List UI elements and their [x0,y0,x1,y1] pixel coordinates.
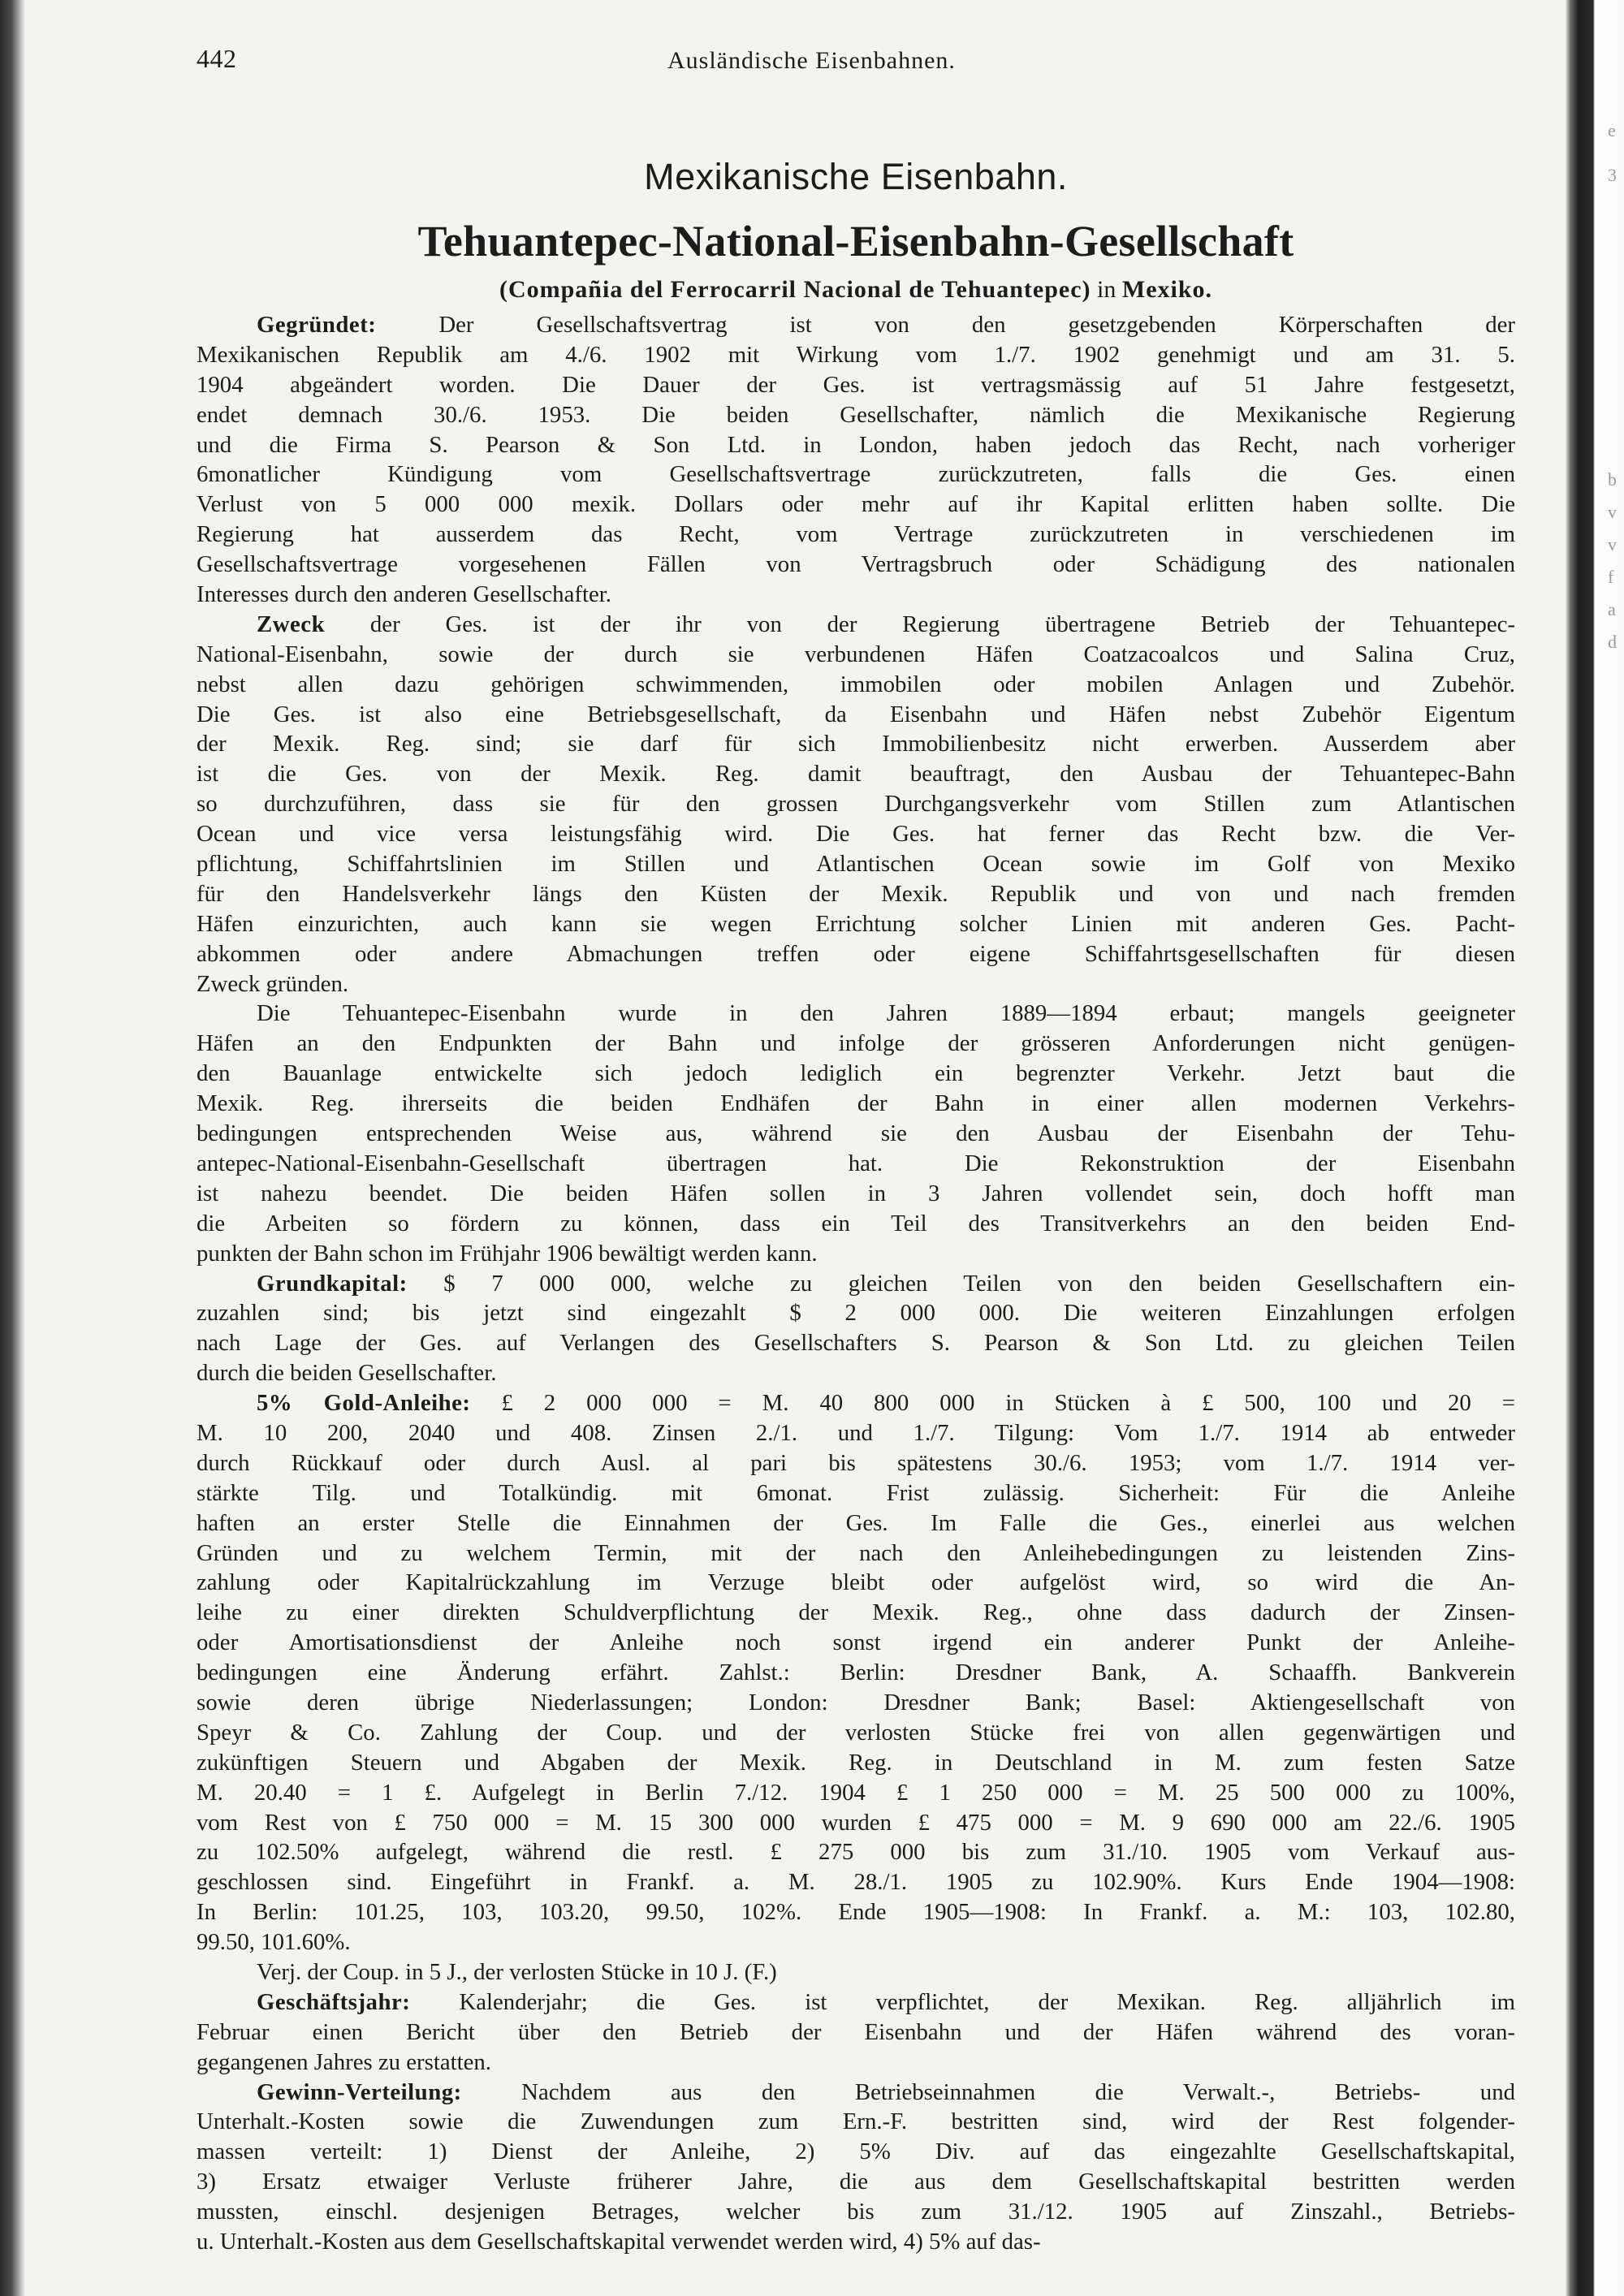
line-text: Die Tehuantepec-Eisenbahn wurde in den Jahren 1889—1894 erbaut; mangels geeigneter [257,1000,1515,1027]
text-line [197,1298,1515,1328]
text-line [197,2107,1515,2137]
line-text: M. 10 200, 2040 und 408. Zinsen 2./1. und 1./7. Tilgung: Vom 1./7. 1914 ab entweder [197,1419,1515,1446]
text-line [197,879,1515,909]
line-text: bedingungen eine Änderung erfährt. Zahlst.: Berlin: Dresdner Bank, A. Schaaffh. Bankverein [197,1659,1515,1686]
text-line [197,610,1515,640]
text-line [197,1239,1515,1269]
text-line [197,550,1515,580]
line-text: zu 102.50% aufgelegt, während die restl. £ 275 000 bis zum 31./10. 1905 vom Verkauf aus- [197,1839,1515,1866]
section-label: 5% Gold-Anleihe: [257,1390,471,1417]
line-text: M. 20.40 = 1 £. Aufgelegt in Berlin 7./12. 1904 £ 1 250 000 = M. 25 500 000 zu 100%, [197,1779,1515,1806]
line-text: geschlossen sind. Eingeführt in Frankf. a. M. 28./1. 1905 zu 102.90%. Kurs Ende 1904—1908: [197,1869,1515,1896]
line-text: mussten, einschl. desjenigen Betrages, welcher bis zum 31./12. 1905 auf Zinszahl., Betriebs- [197,2199,1515,2225]
text-line [197,849,1515,879]
line-text: der Ges. ist der ihr von der Regierung übertragene Betrieb der Tehuantepec- [325,611,1515,637]
text-line [197,1778,1515,1808]
company-location: Mexiko. [1121,276,1213,303]
margin-ghost-glyph: b [1608,469,1617,490]
line-text: antepec-National-Eisenbahn-Gesellschaft übertragen hat. Die Rekonstruktion der Eisenbahn [197,1150,1515,1176]
line-text: für den Handelsverkehr längs den Küsten der Mexik. Republik und von und nach fremden [197,880,1515,907]
text-line [197,1059,1515,1089]
line-text: 1904 abgeändert worden. Die Dauer der Ges. ist vertragsmässig auf 51 Jahre festgesetzt, [197,371,1515,398]
line-text: den Bauanlage entwickelte sich jedoch lediglich ein begrenzter Verkehr. Jetzt baut die [197,1060,1515,1087]
line-text: haften an erster Stelle die Einnahmen der Ges. Im Falle die Ges., einerlei aus welchen [197,1509,1515,1536]
line-text: 3) Ersatz etwaiger Verluste früherer Jahre, die aus dem Gesellschaftskapital bestritten werden [197,2169,1515,2195]
text-line [197,400,1515,430]
section-label: Gewinn-Verteilung: [257,2078,462,2105]
text-line [197,1179,1515,1209]
text-line [197,1748,1515,1778]
line-text: u. Unterhalt.-Kosten aus dem Gesellschaftskapital verwendet werden wird, 4) 5% auf das- [197,2229,1041,2255]
text-line [197,370,1515,400]
line-text: vom Rest von £ 750 000 = M. 15 300 000 wurden £ 475 000 = M. 9 690 000 am 22./6. 1905 [197,1809,1515,1836]
line-text: sowie deren übrige Niederlassungen; London: Dresdner Bank; Basel: Aktiengesellschaft von [197,1689,1515,1716]
text-line [197,1119,1515,1149]
line-text: so durchzuführen, dass sie für den grossen Durchgangsverkehr vom Stillen zum Atlantischen [197,791,1515,818]
text-line [197,1658,1515,1688]
scan-right-edge [1566,0,1624,2296]
line-text: 6monatlicher Kündigung vom Gesellschaftsvertrage zurückzutreten, falls die Ges. einen [197,461,1515,488]
running-header [197,36,1515,81]
text-line [197,1089,1515,1119]
line-text: abkommen oder andere Abmachungen treffen oder eigene Schiffahrtsgesellschaften für diesen [197,940,1515,967]
line-text: durch Rückkauf oder durch Ausl. al pari bis spätestens 30./6. 1953; vom 1./7. 1914 ver- [197,1449,1515,1476]
section-label: Geschäftsjahr: [257,1988,411,2015]
margin-ghost-glyph: d [1608,632,1617,652]
line-text: Gründen und zu welchem Termin, mit der nach den Anleihebedingungen zu leistenden Zins- [197,1539,1515,1566]
section-label: Gegründet: [257,312,377,338]
line-text: Unterhalt.-Kosten sowie die Zuwendungen zum Ern.-F. bestritten sind, wird der Rest folgender- [197,2108,1515,2135]
line-text: der Mexik. Reg. sind; sie darf für sich Immobilienbesitz nicht erwerben. Ausserdem aber [197,731,1515,757]
line-text: gegangenen Jahres zu erstatten. [197,2048,491,2075]
line-text: durch die beiden Gesellschafter. [197,1360,497,1387]
text-line [197,759,1515,789]
text-line [197,1269,1515,1299]
line-text: zahlung oder Kapitalrückzahlung im Verzuge bleibt oder aufgelöst wird, so wird die An- [197,1569,1515,1596]
text-line [197,1568,1515,1598]
line-text: Gesellschaftsvertrage vorgesehenen Fällen von Vertragsbruch oder Schädigung des nationalen [197,551,1515,578]
text-line [197,969,1515,999]
line-text: massen verteilt: 1) Dienst der Anleihe, 2) 5% Div. auf das eingezahlte Gesellschaftskapital, [197,2138,1515,2165]
paragraph [197,1957,1515,1987]
line-text: stärkte Tilg. und Totalkündig. mit 6monat. Frist zulässig. Sicherheit: Für die Anleihe [197,1479,1515,1506]
line-text: National-Eisenbahn, sowie der durch sie verbundenen Häfen Coatzacoalcos und Salina Cruz, [197,641,1515,667]
text-line [197,1358,1515,1388]
line-text: Speyr & Co. Zahlung der Coup. und der verlosten Stücke frei von allen gegenwärtigen und [197,1719,1515,1746]
text-line [197,2137,1515,2167]
company-title: Tehuantepec-National-Eisenbahn-Gesellschaft [417,217,1294,265]
text-line [197,2048,1515,2078]
text-line [197,2167,1515,2197]
paragraph [197,610,1515,999]
text-line [197,1927,1515,1957]
line-text: nach Lage der Ges. auf Verlangen des Gesellschafters S. Pearson & Son Ltd. zu gleichen Teilen [197,1330,1515,1357]
document-page [197,36,1515,2257]
text-line [197,520,1515,550]
text-line [197,460,1515,490]
margin-ghost-glyph: f [1608,567,1614,587]
line-text: Nachdem aus den Betriebseinnahmen die Verwalt.-, Betriebs- und [461,2078,1515,2105]
line-text: pflichtung, Schiffahrtslinien im Stillen und Atlantischen Ocean sowie im Golf von Mexiko [197,851,1515,878]
text-line [197,1478,1515,1508]
paragraph [197,999,1515,1268]
line-text: oder Amortisationsdienst der Anleihe noch sonst irgend ein anderer Punkt der Anleihe- [197,1629,1515,1656]
text-line [197,1718,1515,1748]
line-text: Mexikanischen Republik am 4./6. 1902 mit Wirkung vom 1./7. 1902 genehmigt und am 31. 5. [197,341,1515,368]
text-line [197,640,1515,670]
line-text: punkten der Bahn schon im Frühjahr 1906 bewältigt werden kann. [197,1240,818,1267]
paragraph [197,1987,1515,2078]
line-text: $ 7 000 000, welche zu gleichen Teilen von den beiden Gesellschaftern ein- [407,1270,1515,1297]
text-line [197,1209,1515,1239]
text-line [197,340,1515,370]
company-location-word: in [1097,276,1116,303]
line-text: Häfen einzurichten, auch kann sie wegen Errichtung solcher Linien mit anderen Ges. Pacht- [197,910,1515,937]
text-line [197,1539,1515,1569]
line-text: ist die Ges. von der Mexik. Reg. damit beauftragt, den Ausbau der Tehuantepec-Bahn [197,761,1515,788]
line-text: endet demnach 30./6. 1953. Die beiden Gesellschafter, nämlich die Mexikanische Regierung [197,401,1515,428]
line-text: Regierung hat ausserdem das Recht, vom Vertrage zurückzutreten in verschiedenen im [197,521,1515,548]
paragraph [197,1388,1515,1957]
text-line [197,430,1515,460]
line-text: bedingungen entsprechenden Weise aus, während sie den Ausbau der Eisenbahn der Tehu- [197,1120,1515,1147]
line-text: nebst allen dazu gehörigen schwimmenden, immobilen oder mobilen Anlagen und Zubehör. [197,671,1515,697]
text-line [197,2078,1515,2108]
paragraph [197,1269,1515,1389]
line-text: Mexik. Reg. ihrerseits die beiden Endhäfen der Bahn in einer allen modernen Verkehrs- [197,1090,1515,1117]
line-text: Die Ges. ist also eine Betriebsgesellschaft, da Eisenbahn und Häfen nebst Zubehör Eigentum [197,701,1515,727]
company-spanish-name: (Compañia del Ferrocarril Nacional de Tehuantepec) [499,276,1091,303]
section-label: Zweck [257,611,326,637]
text-line [197,1867,1515,1897]
company-subtitle [197,276,1515,310]
text-line [197,2018,1515,2048]
margin-ghost-glyph: a [1608,599,1616,619]
line-text: zuzahlen sind; bis jetzt sind eingezahlt $ 2 000 000. Die weiteren Einzahlungen erfolgen [197,1300,1515,1327]
text-line [197,310,1515,340]
text-line [197,490,1515,520]
text-line [197,2227,1515,2257]
line-text: zukünftigen Steuern und Abgaben der Mexik. Reg. in Deutschland in M. zum festen Satze [197,1749,1515,1776]
line-text: Verlust von 5 000 000 mexik. Dollars oder mehr auf ihr Kapital erlitten haben sollte. Die [197,491,1515,518]
text-line [197,999,1515,1029]
text-line [197,1328,1515,1358]
line-text: Ocean und vice versa leistungsfähig wird. Die Ges. hat ferner das Recht bzw. die Ver- [197,821,1515,848]
section-label: Grundkapital: [257,1270,408,1297]
text-line [197,670,1515,700]
line-text: Verj. der Coup. in 5 J., der verlosten Stücke in 10 J. (F.) [257,1958,777,1985]
text-line [197,729,1515,759]
text-line [197,1628,1515,1658]
text-line [197,1808,1515,1838]
text-line [197,1418,1515,1448]
text-line [197,1029,1515,1059]
line-text: Der Gesellschaftsvertrag ist von den gesetzgebenden Körperschaften der [376,312,1515,338]
text-line [197,1688,1515,1718]
paragraph [197,2078,1515,2257]
text-line [197,939,1515,969]
text-line [197,789,1515,819]
text-line [197,1897,1515,1927]
text-line [197,1957,1515,1987]
text-line [197,1598,1515,1628]
text-line [197,700,1515,730]
line-text: die Arbeiten so fördern zu können, dass ein Teil des Transitverkehrs an den beiden End- [197,1210,1515,1236]
text-line [197,2197,1515,2227]
line-text: ist nahezu beendet. Die beiden Häfen sollen in 3 Jahren vollendet sein, doch hofft man [197,1180,1515,1206]
text-line [197,1987,1515,2018]
text-line [197,1388,1515,1418]
text-line [197,1149,1515,1179]
line-text: und die Firma S. Pearson & Son Ltd. in London, haben jedoch das Recht, nach vorheriger [197,431,1515,458]
scan-left-edge [0,0,24,2296]
running-title: Ausländische Eisenbahnen. [667,47,956,74]
page-number: 442 [197,44,237,73]
margin-ghost-glyph: 3 [1608,165,1617,185]
section-title: Mexikanische Eisenbahn. [644,156,1068,197]
text-line [197,1508,1515,1539]
line-text: Interesses durch den anderen Gesellschafter. [197,581,611,608]
line-text: £ 2 000 000 = M. 40 800 000 in Stücken à £ 500, 100 und 20 = [470,1390,1516,1417]
text-line [197,1837,1515,1867]
line-text: leihe zu einer direkten Schuldverpflichtung der Mexik. Reg., ohne dass dadurch der Zinsen- [197,1599,1515,1626]
margin-ghost-glyph: v [1608,534,1617,555]
text-line [197,580,1515,610]
line-text: Kalenderjahr; die Ges. ist verpflichtet, der Mexikan. Reg. alljährlich im [410,1988,1515,2015]
text-line [197,909,1515,939]
line-text: Häfen an den Endpunkten der Bahn und infolge der grösseren Anforderungen nicht genügen- [197,1030,1515,1057]
text-line [197,1448,1515,1478]
line-text: Zweck gründen. [197,970,349,997]
body-text [197,310,1515,2257]
paragraph [197,310,1515,610]
margin-ghost-glyph: e [1608,120,1616,140]
text-line [197,819,1515,849]
margin-ghost-glyph: v [1608,502,1617,522]
line-text: In Berlin: 101.25, 103, 103.20, 99.50, 102%. Ende 1905—1908: In Frankf. a. M.: 103, 102.80, [197,1899,1515,1926]
line-text: Februar einen Bericht über den Betrieb der Eisenbahn und der Häfen während des voran- [197,2018,1515,2045]
line-text: 99.50, 101.60%. [197,1929,351,1956]
